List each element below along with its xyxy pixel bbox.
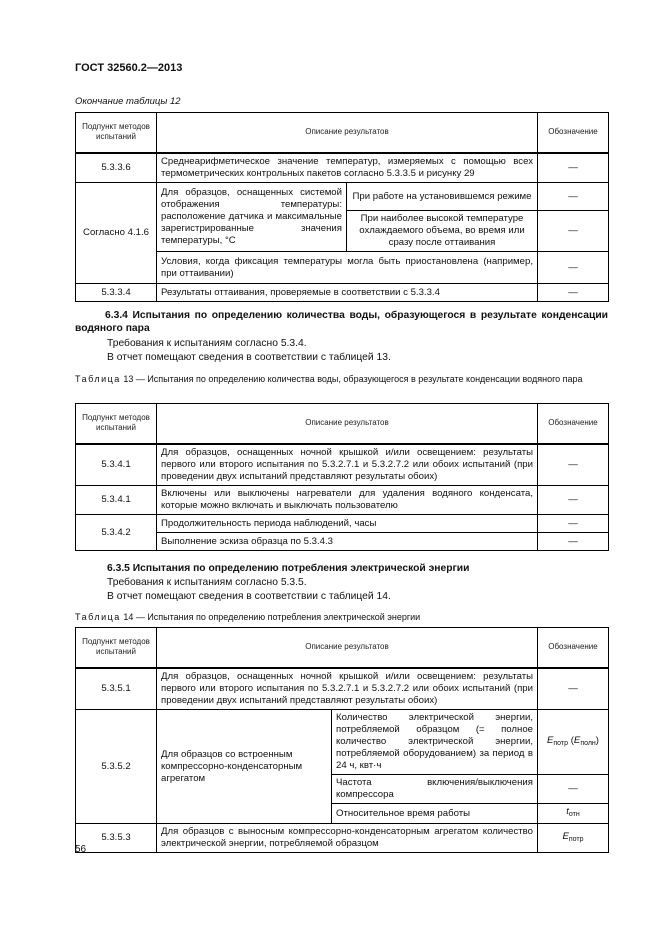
table-row (76, 486, 609, 515)
table13-header-row (76, 404, 609, 444)
row-description: Среднеарифметическое значение температур, измеряемых с помощью всех термометрических контрольных пакетов согласно 5.3.3.5 и рисунку 29 (157, 153, 538, 183)
row-symbol: — (538, 775, 609, 804)
header-description: Описание результатов (157, 628, 538, 668)
table-12 (75, 112, 609, 302)
row-subclause: 5.3.5.3 (76, 824, 157, 853)
row-description: Для образцов, оснащенных ночной крышкой и/или освещением: результаты первого или второго испытания по 5.3.2.7.1 и 5.3.2.7.2 или обоих испытаний (при проведении двух испытаний представляют результаты обоих) (157, 668, 538, 710)
section-6-3-5-title: 6.3.5 Испытания по определению потребления электрической энергии (107, 563, 470, 574)
symbol-subscript: потр (553, 739, 569, 747)
table12-header-row (76, 113, 609, 153)
table-row (76, 824, 609, 853)
section-6-3-4-para1: Требования к испытаниям согласно 5.3.4. (107, 338, 307, 349)
row-symbol: — (538, 284, 609, 302)
row-symbol: — (538, 533, 609, 551)
row-description: Для образцов, оснащенных ночной крышкой и/или освещением: результаты первого или второго испытания по 5.3.2.7.1 и 5.3.2.7.2 или обоих испытаний (при проведении двух испытаний представляют результаты обоих) (157, 444, 538, 486)
row-description: При наиболее высокой температуре охлаждаемого объема, во время или сразу после оттаивания (347, 211, 538, 252)
header-symbol: Обозначение (538, 628, 609, 668)
table-row (76, 444, 609, 486)
header-symbol: Обозначение (538, 113, 609, 153)
row-subclause: 5.3.4.2 (76, 515, 157, 551)
row-description-group: Для образцов со встроенным компрессорно-конденсаторным агрегатом (157, 710, 332, 824)
row-subclause: 5.3.5.2 (76, 710, 157, 824)
row-subclause: 5.3.4.1 (76, 444, 157, 486)
row-symbol: $E_{потр}$ $(E_{полн})$ (538, 710, 609, 775)
row-description: Выполнение эскиза образца по 5.3.4.3 (157, 533, 538, 551)
row-description: Результаты оттаивания, проверяемые в соответствии с 5.3.3.4 (157, 284, 538, 302)
table13-caption-label: Таблица (75, 374, 121, 384)
row-description: Для образцов с выносным компрессорно-конденсаторным агрегатом количество электрической энергии, потребляемой образцом (157, 824, 538, 853)
row-symbol: — (538, 515, 609, 533)
table13-caption (75, 373, 608, 385)
symbol-main: E (573, 734, 581, 746)
row-symbol: — (538, 444, 609, 486)
table14-caption-label: Таблица (75, 612, 121, 622)
table14-caption (75, 611, 608, 623)
section-6-3-4-title: 6.3.4 Испытания по определению количества воды, образующегося в результате конденсации водяного пара (75, 310, 608, 334)
header-subclause: Подпункт методов испытаний (76, 404, 157, 444)
symbol-main: E (562, 830, 569, 842)
table-13 (75, 403, 609, 551)
row-symbol: — (538, 252, 609, 284)
table-row (76, 284, 609, 302)
table-row (76, 153, 609, 183)
table12-caption: Окончание таблицы 12 (75, 96, 181, 107)
row-description: При работе на установившемся режиме (347, 183, 538, 211)
table14-header-row (76, 628, 609, 668)
row-description: Количество электрической энергии, потребляемой образцом (= полное количество электрической энергии, потребляемой оборудованием) за период в 24 ч, квт·ч (332, 710, 538, 775)
row-symbol: — (538, 211, 609, 252)
table13-caption-text: 13 — Испытания по определению количества воды, образующегося в результате конденсации водяного пара (123, 374, 583, 384)
row-symbol: — (538, 153, 609, 183)
symbol-subscript: отн (568, 811, 580, 818)
table14-caption-text: 14 — Испытания по определению потребления электрической энергии (123, 612, 421, 622)
row-subclause: 5.3.4.1 (76, 486, 157, 515)
section-6-3-5-para1: Требования к испытаниям согласно 5.3.5. (107, 577, 307, 588)
row-description: Условия, когда фиксация температуры могла быть приостановлена (например, при оттаивании) (157, 252, 538, 284)
table-row (76, 710, 609, 775)
row-description: Частота включения/выключения компрессора (332, 775, 538, 804)
section-6-3-4-para2: В отчет помещают сведения в соответствии с таблицей 13. (107, 352, 391, 363)
row-description: Включены или выключены нагреватели для удаления водяного конденсата, которые можно включать и выключать пользователю (157, 486, 538, 515)
row-subclause: 5.3.5.1 (76, 668, 157, 710)
page-number: 56 (75, 844, 87, 855)
row-description-group: Для образцов, оснащенных системой отображения температуры: расположение датчика и максимальные зарегистрированные значения температуры, °С (157, 183, 347, 252)
symbol-main: t (566, 806, 569, 817)
symbol-subscript: потр (568, 835, 584, 843)
row-subclause: 5.3.3.4 (76, 284, 157, 302)
header-description: Описание результатов (157, 113, 538, 153)
document-header: ГОСТ 32560.2—2013 (75, 62, 183, 74)
row-description: Продолжительность периода наблюдений, часы (157, 515, 538, 533)
header-description: Описание результатов (157, 404, 538, 444)
table-14 (75, 627, 609, 853)
section-6-3-5-para2: В отчет помещают сведения в соответствии с таблицей 14. (107, 591, 391, 602)
row-symbol: — (538, 486, 609, 515)
table-row (76, 515, 609, 533)
row-subclause: Согласно 4.1.6 (76, 183, 157, 284)
row-symbol: — (538, 183, 609, 211)
table-row (76, 183, 609, 211)
table-row (76, 668, 609, 710)
row-symbol (538, 804, 609, 824)
row-description: Относительное время работы (332, 804, 538, 824)
row-subclause: 5.3.3.6 (76, 153, 157, 183)
symbol-subscript: полн (580, 739, 596, 747)
row-symbol (538, 824, 609, 853)
header-subclause: Подпункт методов испытаний (76, 628, 157, 668)
row-symbol: — (538, 668, 609, 710)
header-symbol: Обозначение (538, 404, 609, 444)
header-subclause: Подпункт методов испытаний (76, 113, 157, 153)
symbol-main: E (546, 734, 554, 746)
